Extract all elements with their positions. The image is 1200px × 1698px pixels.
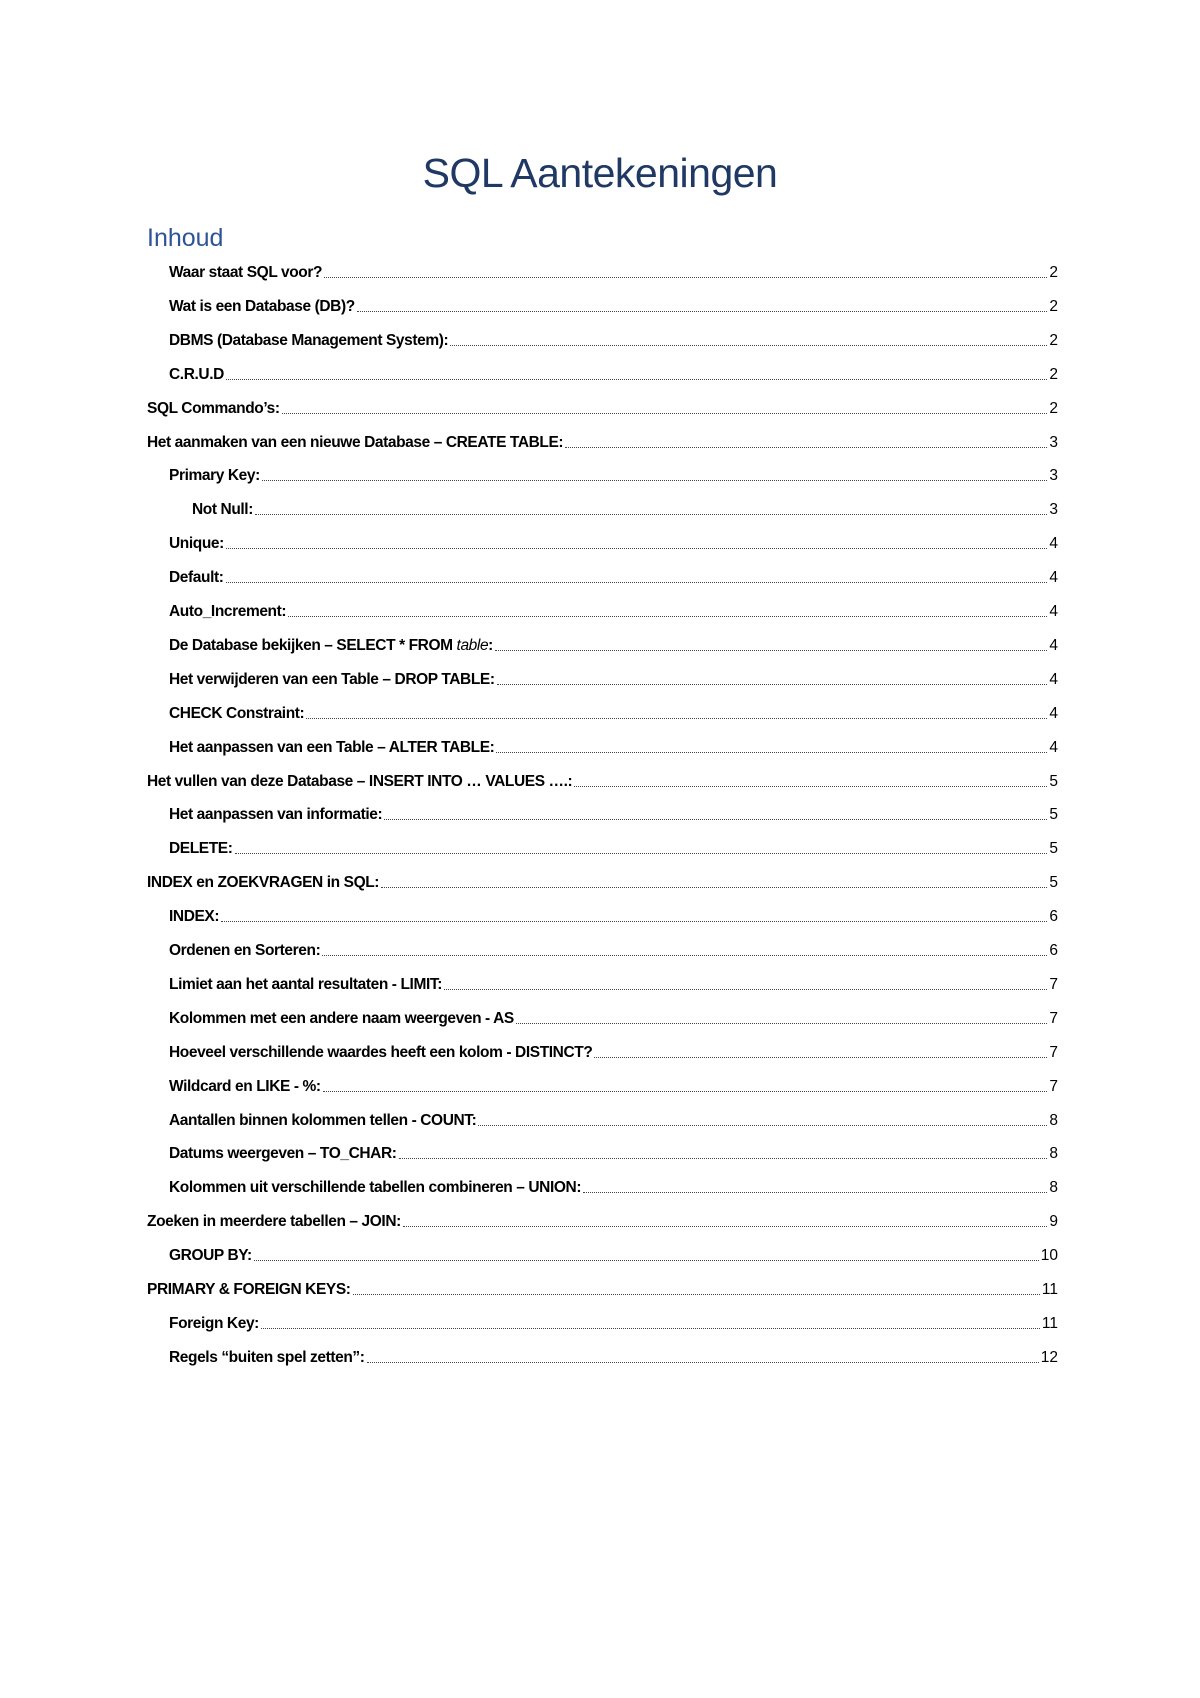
toc-dot-leader: [262, 480, 1048, 481]
toc-page-number: 6: [1049, 908, 1058, 926]
toc-entry[interactable]: [169, 732, 1058, 758]
toc-page-number: 5: [1049, 806, 1058, 824]
toc-entry[interactable]: [169, 833, 1058, 859]
toc-entry-title: Kolommen uit verschillende tabellen combineren – UNION:: [169, 1179, 582, 1197]
toc-entry-title: DELETE:: [169, 840, 233, 858]
toc-dot-leader: [261, 1328, 1040, 1329]
toc-dot-leader: [574, 786, 1047, 787]
toc-dot-leader: [357, 311, 1048, 312]
toc-dot-leader: [226, 548, 1047, 549]
toc-entry[interactable]: [169, 1172, 1058, 1198]
toc-dot-leader: [306, 718, 1047, 719]
toc-dot-leader: [235, 853, 1048, 854]
toc-entry-title: Regels “buiten spel zetten”:: [169, 1348, 365, 1366]
toc-entry-title: Het aanpassen van informatie:: [169, 806, 383, 824]
toc-entry[interactable]: [169, 1105, 1058, 1131]
toc-dot-leader: [384, 819, 1047, 820]
toc-dot-leader: [255, 514, 1047, 515]
toc-page-number: 12: [1040, 1348, 1058, 1366]
toc-entry-title: Hoeveel verschillende waardes heeft een kolom - DISTINCT?: [169, 1043, 593, 1061]
toc-entry-title: Ordenen en Sorteren:: [169, 942, 321, 959]
toc-entry[interactable]: [169, 562, 1058, 588]
toc-dot-leader: [516, 1023, 1048, 1024]
toc-entry[interactable]: [169, 596, 1058, 622]
toc-entry-title: Unique:: [169, 535, 224, 553]
toc-page-number: 2: [1049, 365, 1058, 383]
toc-entry-title: DBMS (Database Management System):: [169, 331, 449, 349]
toc-entry-title: Het aanpassen van een Table – ALTER TABLE:: [169, 738, 495, 756]
toc-entry[interactable]: [169, 901, 1058, 927]
toc-page-number: 4: [1049, 535, 1058, 553]
toc-page-number: 4: [1049, 738, 1058, 756]
toc-entry-title: INDEX en ZOEKVRAGEN in SQL:: [147, 874, 380, 892]
toc-entry-title: Auto_Increment:: [169, 603, 287, 620]
toc-entry-title: C.R.U.D: [169, 365, 224, 383]
toc-dot-leader: [565, 447, 1047, 448]
toc-page-number: 3: [1049, 433, 1058, 451]
toc-page-number: 4: [1049, 569, 1058, 587]
toc-entry[interactable]: [192, 494, 1058, 520]
toc-page-number: 5: [1049, 840, 1058, 858]
toc-page-number: 6: [1049, 942, 1058, 959]
toc-entry[interactable]: [169, 291, 1058, 317]
toc-dot-leader: [403, 1226, 1047, 1227]
toc-page-number: 5: [1049, 874, 1058, 892]
toc-dot-leader: [367, 1362, 1039, 1363]
toc-page-number: 7: [1049, 1009, 1058, 1027]
toc-entry[interactable]: [169, 325, 1058, 351]
toc-page-number: 8: [1049, 1111, 1058, 1129]
toc-entry-title: Het verwijderen van een Table – DROP TABLE:: [169, 670, 495, 688]
toc-entry[interactable]: [169, 1138, 1058, 1164]
toc-entry-title: Not Null:: [192, 501, 253, 519]
toc-entry[interactable]: [169, 528, 1058, 554]
toc-entry-title: Waar staat SQL voor?: [169, 264, 323, 281]
toc-entry[interactable]: [147, 393, 1058, 419]
toc-entry-italic: table: [456, 636, 489, 654]
toc-dot-leader: [497, 684, 1048, 685]
toc-page-number: 10: [1040, 1247, 1058, 1265]
toc-dot-leader: [226, 379, 1047, 380]
toc-entry-title: Kolommen met een andere naam weergeven - AS: [169, 1009, 514, 1027]
toc-entry[interactable]: [147, 766, 1058, 792]
toc-dot-leader: [399, 1158, 1048, 1159]
toc-entry-title: De Database bekijken – SELECT * FROM table:: [169, 636, 493, 654]
toc-entry[interactable]: [147, 1274, 1058, 1300]
toc-entry[interactable]: [147, 867, 1058, 893]
toc-entry[interactable]: [169, 1342, 1058, 1368]
toc-dot-leader: [226, 582, 1048, 583]
toc-page-number: 8: [1049, 1179, 1058, 1197]
toc-entry[interactable]: [169, 1037, 1058, 1063]
toc-dot-leader: [288, 616, 1047, 617]
toc-heading: Inhoud: [147, 224, 224, 252]
toc-dot-leader: [323, 1091, 1048, 1092]
toc-page-number: 7: [1049, 975, 1058, 993]
toc-entry[interactable]: [169, 1308, 1058, 1334]
toc-entry[interactable]: [169, 257, 1058, 283]
toc-entry-title: Het aanmaken van een nieuwe Database – CREATE TABLE:: [147, 433, 564, 451]
toc-dot-leader: [381, 887, 1047, 888]
toc-entry[interactable]: [169, 664, 1058, 690]
toc-page-number: 2: [1049, 399, 1058, 417]
toc-entry-title: INDEX:: [169, 908, 220, 926]
toc-entry[interactable]: [169, 460, 1058, 486]
toc-dot-leader: [282, 413, 1048, 414]
toc-page-number: 11: [1041, 1281, 1058, 1298]
toc-page-number: 4: [1049, 704, 1058, 722]
toc-entry-title: Foreign Key:: [169, 1314, 259, 1332]
toc-page-number: 4: [1049, 636, 1058, 654]
toc-entry-title: PRIMARY & FOREIGN KEYS:: [147, 1281, 351, 1298]
toc-page-number: 7: [1049, 1043, 1058, 1061]
toc-entry[interactable]: [169, 1071, 1058, 1097]
toc-page-number: 8: [1049, 1145, 1058, 1163]
toc-page-number: 4: [1049, 603, 1058, 620]
toc-entry[interactable]: [147, 427, 1058, 453]
toc-dot-leader: [353, 1294, 1040, 1295]
toc-entry[interactable]: [169, 935, 1058, 961]
toc-entry-title: Aantallen binnen kolommen tellen - COUNT:: [169, 1111, 477, 1129]
toc-page-number: 3: [1049, 467, 1058, 485]
toc-page-number: 7: [1049, 1077, 1058, 1095]
document-title: SQL Aantekeningen: [422, 150, 778, 196]
toc-entry-title: Wat is een Database (DB)?: [169, 297, 355, 315]
toc-page-number: 4: [1049, 670, 1058, 688]
toc-entry-suffix: :: [488, 636, 493, 654]
toc-page-number: 2: [1049, 297, 1058, 315]
toc-entry-title: Wildcard en LIKE - %:: [169, 1077, 321, 1095]
toc-entry-title: CHECK Constraint:: [169, 704, 305, 722]
toc-dot-leader: [254, 1260, 1039, 1261]
toc-entry[interactable]: [169, 698, 1058, 724]
toc-page-number: 9: [1049, 1213, 1058, 1231]
toc-dot-leader: [583, 1192, 1047, 1193]
toc-dot-leader: [495, 650, 1047, 651]
toc-dot-leader: [450, 345, 1047, 346]
toc-entry[interactable]: [169, 1240, 1058, 1266]
toc-dot-leader: [478, 1125, 1047, 1126]
toc-entry[interactable]: [169, 969, 1058, 995]
toc-entry-title: Het vullen van deze Database – INSERT INTO … VALUES ….:: [147, 772, 573, 790]
toc-dot-leader: [444, 989, 1047, 990]
toc-dot-leader: [221, 921, 1047, 922]
toc-page-number: 2: [1049, 264, 1058, 281]
toc-entry-title: Primary Key:: [169, 467, 260, 485]
toc-dot-leader: [322, 955, 1047, 956]
toc-entry[interactable]: [169, 799, 1058, 825]
toc-page-number: 5: [1049, 772, 1058, 790]
toc-entry-title: GROUP BY:: [169, 1247, 252, 1265]
toc-page-number: 2: [1049, 331, 1058, 349]
toc-entry-title: SQL Commando’s:: [147, 399, 280, 417]
toc-entry-title: Limiet aan het aantal resultaten - LIMIT:: [169, 975, 442, 993]
toc-dot-leader: [594, 1057, 1047, 1058]
toc-entry[interactable]: [169, 1003, 1058, 1029]
toc-entry[interactable]: [147, 1206, 1058, 1232]
toc-page-number: 11: [1041, 1314, 1058, 1332]
toc-dot-leader: [324, 277, 1047, 278]
toc-entry-title: Default:: [169, 569, 224, 587]
toc-entry[interactable]: [169, 359, 1058, 385]
toc-entry[interactable]: [169, 630, 1058, 656]
toc-dot-leader: [496, 752, 1047, 753]
toc-entry-title: Datums weergeven – TO_CHAR:: [169, 1145, 397, 1163]
toc-entry-title: Zoeken in meerdere tabellen – JOIN:: [147, 1213, 401, 1231]
toc-page-number: 3: [1049, 501, 1058, 519]
